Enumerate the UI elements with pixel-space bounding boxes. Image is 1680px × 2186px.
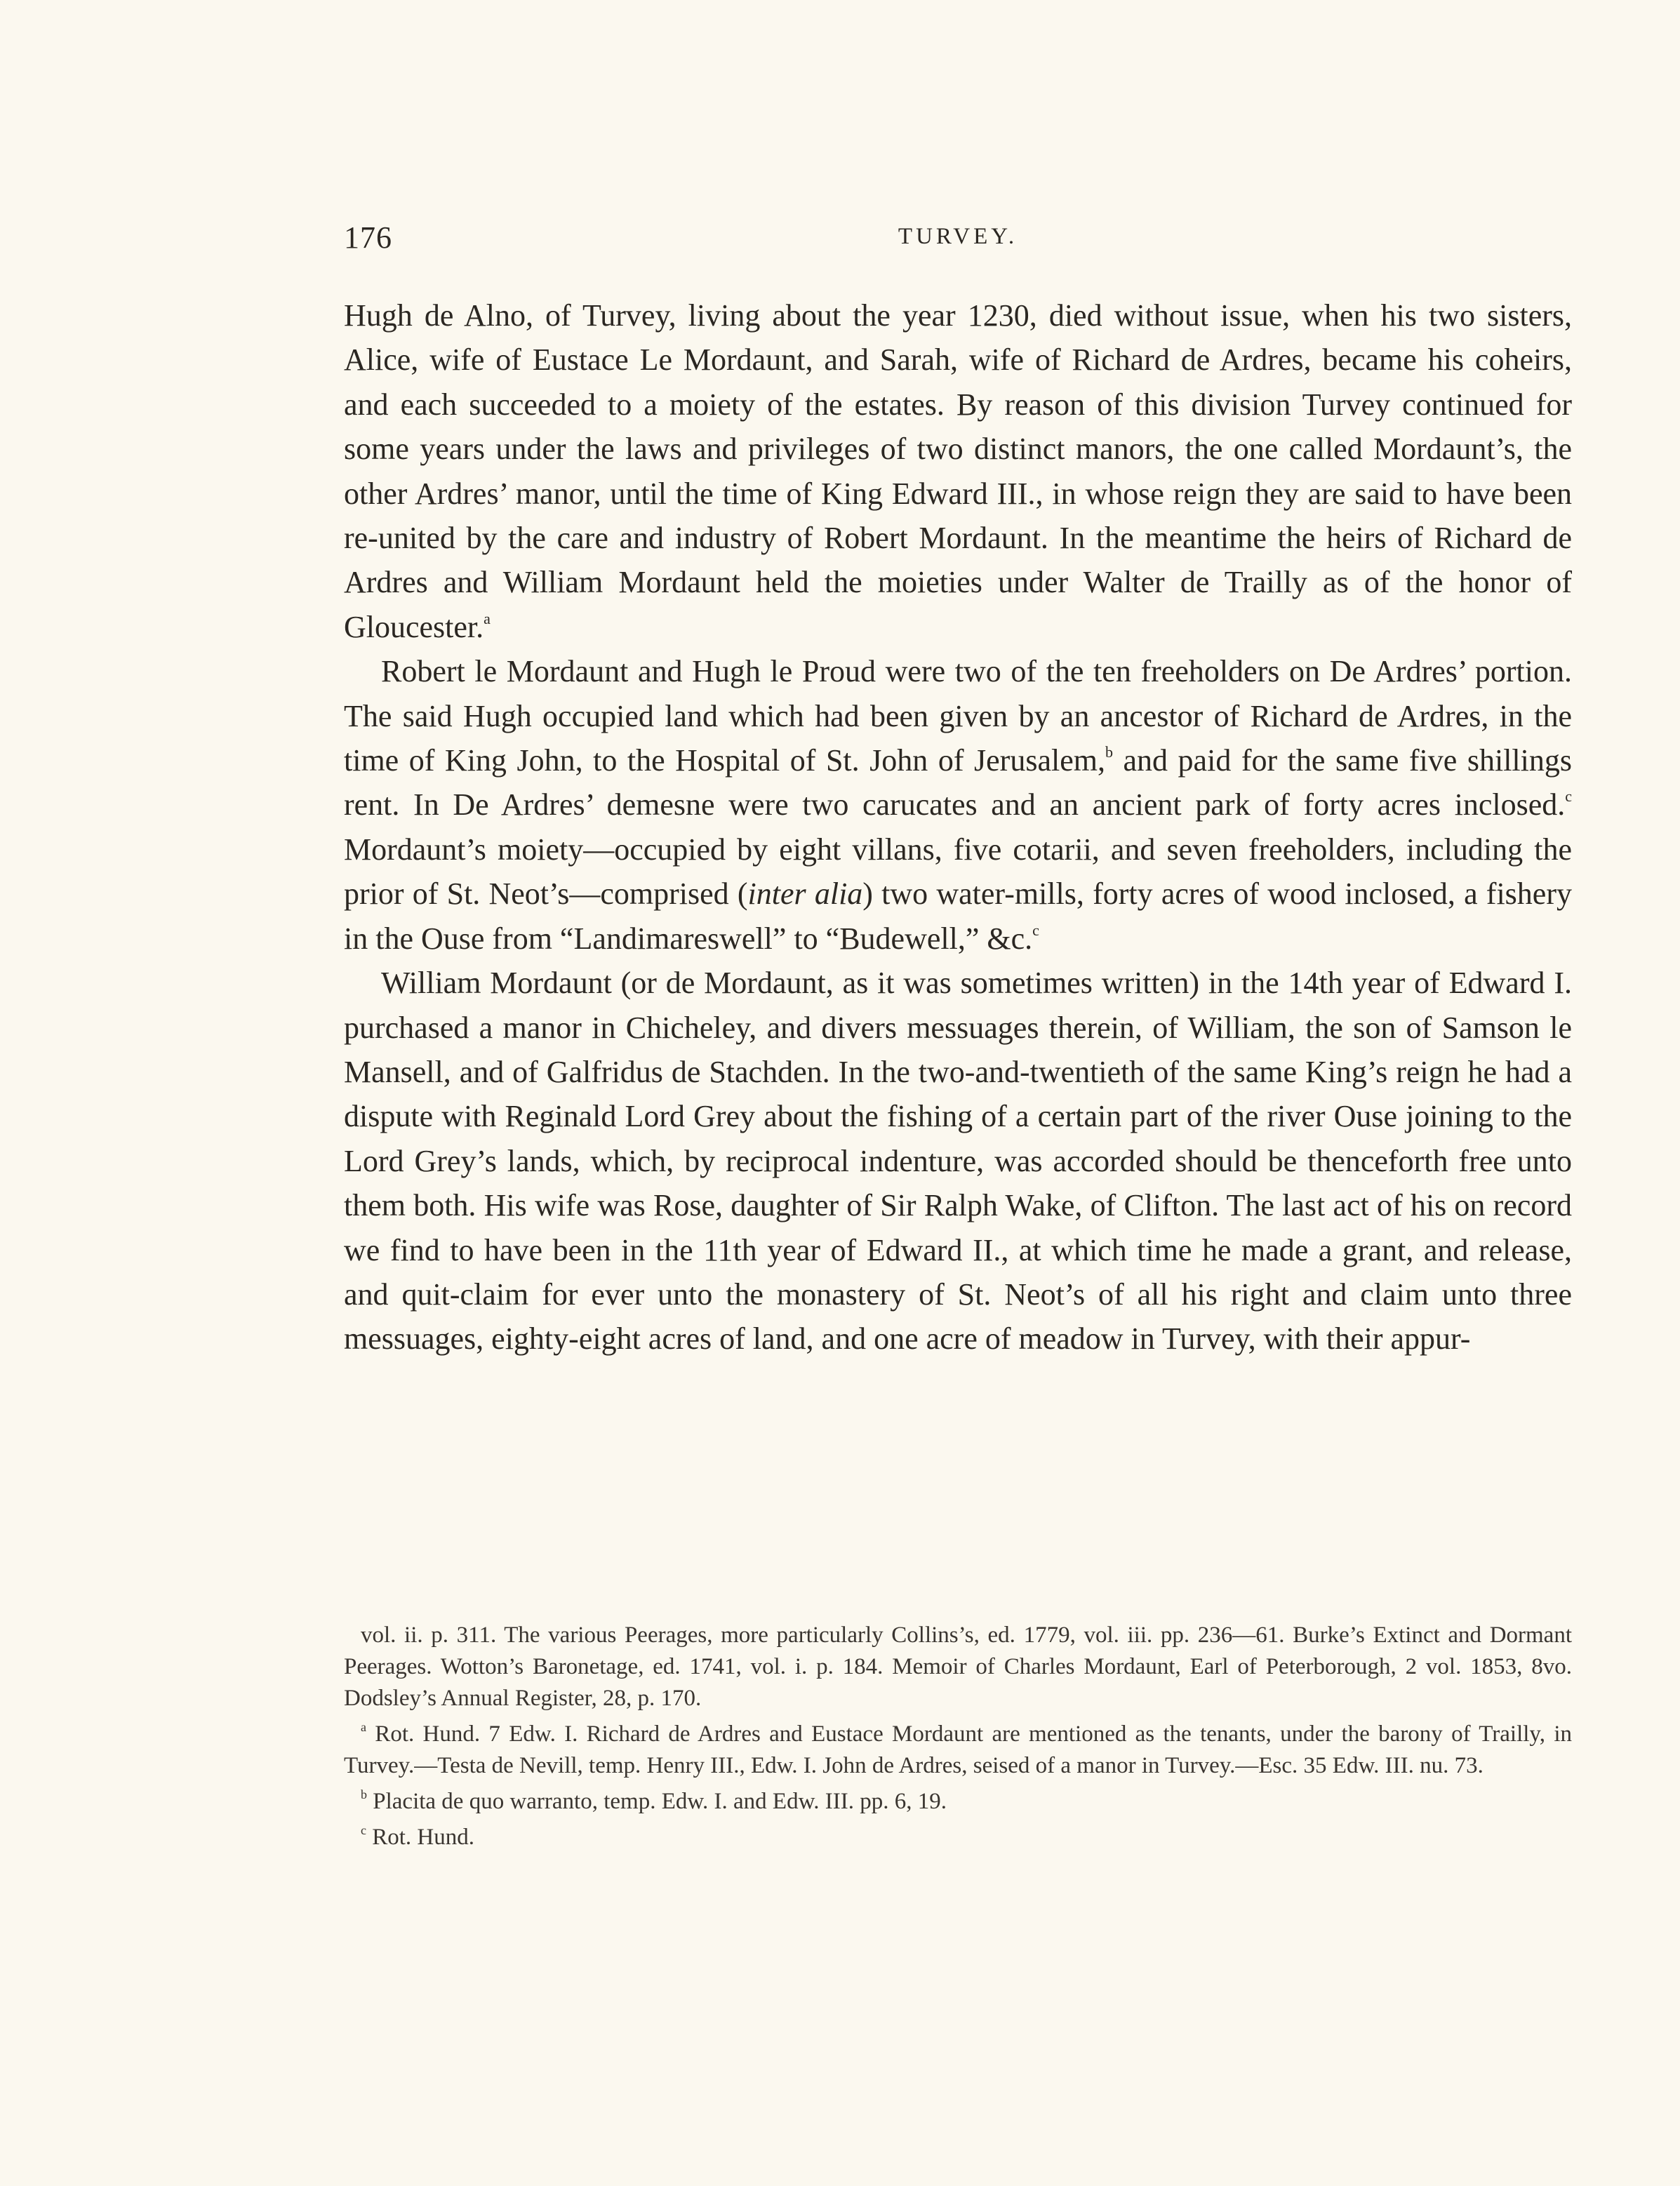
footnote-ref-a: a [484, 609, 491, 627]
paragraph-1 [344, 293, 1572, 649]
page-header [344, 220, 1572, 262]
paragraph-2-text-d: ) two water-mills, forty acres of wood inclosed, a fishery in the Ouse from “Landimareswell” to “Budewell,” &c. [344, 877, 1572, 956]
footnote-b [344, 1786, 1572, 1818]
footnote-continued: vol. ii. p. 311. The various Peerages, more particularly Collins’s, ed. 1779, vol. iii. pp. 236—61. Burke’s Extinct and Dormant Peerages. Wotton’s Baronetage, ed. 1741, vol. i. p. 184. Memoir of Charles Mordaunt, Earl of Peterborough, 2 vol. 1853, 8vo. Dodsley’s Annual Register, 28, p. 170. [344, 1622, 1572, 1711]
footnote-c-text: Rot. Hund. [366, 1825, 475, 1850]
footnote-ref-c: c [1565, 787, 1572, 806]
footnote-b-text: Placita de quo warranto, temp. Edw. I. and Edw. III. pp. 6, 19. [367, 1789, 947, 1814]
paragraph-2 [344, 649, 1572, 961]
footnote-a [344, 1719, 1572, 1782]
page-number: 176 [344, 220, 392, 255]
paragraph-1-text: Hugh de Alno, of Turvey, living about the year 1230, died without issue, when his two sisters, Alice, wife of Eustace Le Mordaunt, and Sarah, wife of Richard de Ardres, became his coheirs, and each succeeded to a moiety of the estates. By reason of this division Turvey continued for some years under the laws and privileges of two distinct manors, the one called Mordaunt’s, the other Ardres’ manor, until the time of King Edward III., in whose reign they are said to have been re-united by the care and industry of Robert Mordaunt. In the meantime the heirs of Richard de Ardres and William Mordaunt held the moieties under Walter de Trailly as of the honor of Gloucester. [344, 298, 1572, 644]
paragraph-3: William Mordaunt (or de Mordaunt, as it was sometimes written) in the 14th year of Edward I. purchased a manor in Chicheley, and divers messuages therein, of William, the son of Samson le Mansell, and of Galfridus de Stachden. In the two-and-twentieth of the same King’s reign he had a dispute with Reginald Lord Grey about the fishing of a certain part of the river Ouse joining to the Lord Grey’s lands, which, by reciprocal indenture, was accorded should be thenceforth free unto them both. His wife was Rose, daughter of Sir Ralph Wake, of Clifton. The last act of his on record we find to have been in the 11th year of Edward II., at which time he made a grant, and release, and quit-claim for ever unto the monastery of St. Neot’s of all his right and claim unto three messuages, eighty-eight acres of land, and one acre of meadow in Turvey, with their appur- [344, 966, 1572, 1357]
body-text [344, 293, 1572, 1361]
paragraph-2-text-a: Robert le Mordaunt and Hugh le Proud were two of the ten freeholders on De Ardres’ portion. The said Hugh occupied land which had been given by an ancestor of Richard de Ardres, in the time of King John, to the Hospital of St. John of Jerusalem, [344, 654, 1572, 778]
footnote-c-mark: c [361, 1823, 366, 1837]
paragraph-2-text-c: Mordaunt’s moiety—occupied by eight villans, five cotarii, and seven freeholders, including the prior of St. Neot’s—comprised ( [344, 832, 1572, 912]
footnote-ref-b: b [1105, 743, 1113, 761]
footnote-c [344, 1822, 1572, 1853]
running-head: TURVEY. [898, 224, 1018, 249]
footnote-ref-c-second: c [1032, 921, 1039, 939]
italic-phrase: inter alia [747, 877, 863, 912]
footnotes [344, 1620, 1572, 1858]
footnote-a-text: Rot. Hund. 7 Edw. I. Richard de Ardres and Eustace Mordaunt are mentioned as the tenants, under the barony of Trailly, in Turvey.—Testa de Nevill, temp. Henry III., Edw. I. John de Ardres, seised of a manor in Turvey.—Esc. 35 Edw. III. nu. 73. [344, 1721, 1572, 1778]
footnote-a-mark: a [361, 1720, 366, 1734]
paragraph-2-text-b: and paid for the same five shillings rent. In De Ardres’ demesne were two carucates and an ancient park of forty acres inclosed. [344, 743, 1572, 822]
footnote-b-mark: b [361, 1787, 367, 1801]
